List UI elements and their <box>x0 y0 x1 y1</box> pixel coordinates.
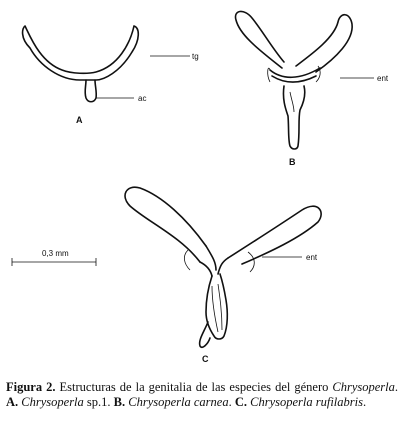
caption-a-rest: sp.1. <box>83 395 114 409</box>
ac-label: ac <box>138 94 147 103</box>
stem-c <box>206 274 227 339</box>
inner-lines-c <box>184 250 254 332</box>
acumen-outline <box>85 80 96 102</box>
panel-c-drawing <box>125 187 321 347</box>
caption-b-species: Chrysoperla carnea <box>128 395 229 409</box>
panel-a-label: A <box>76 115 83 125</box>
caption-a-species: Chrysoperla <box>21 395 84 409</box>
panel-b-label: B <box>289 157 296 167</box>
caption-b-label: B. <box>113 395 126 409</box>
caption-text-1: Estructuras de la genitalia de las especies del género <box>55 380 333 394</box>
caption-figure-number: Figura 2. <box>6 380 56 394</box>
scale-bar <box>12 258 96 266</box>
left-lobe-c <box>125 187 206 262</box>
center-v-c <box>200 246 228 276</box>
stem-b <box>283 86 304 149</box>
caption-genus: Chrysoperla <box>332 380 395 394</box>
caption-c-label: C. <box>234 395 247 409</box>
tergite-outline <box>23 26 139 80</box>
caption-sep-2: . <box>228 395 235 409</box>
tg-label: tg <box>192 52 199 61</box>
caption-a-label: A. <box>6 395 19 409</box>
ent-c-label: ent <box>306 253 318 262</box>
scale-label: 0,3 mm <box>42 249 69 258</box>
right-lobe-b <box>296 15 352 72</box>
figure-caption <box>6 380 398 410</box>
panel-b-drawing <box>235 11 374 149</box>
panel-a-drawing <box>23 26 190 102</box>
ent-b-label: ent <box>377 74 389 83</box>
caption-sep-1: . <box>394 380 399 394</box>
bridge-b <box>270 68 320 82</box>
caption-c-species: Chrysoperla rufilabris <box>250 395 363 409</box>
left-lobe-b <box>235 11 284 68</box>
panel-c-label: C <box>202 354 209 364</box>
caption-end: . <box>363 395 367 409</box>
